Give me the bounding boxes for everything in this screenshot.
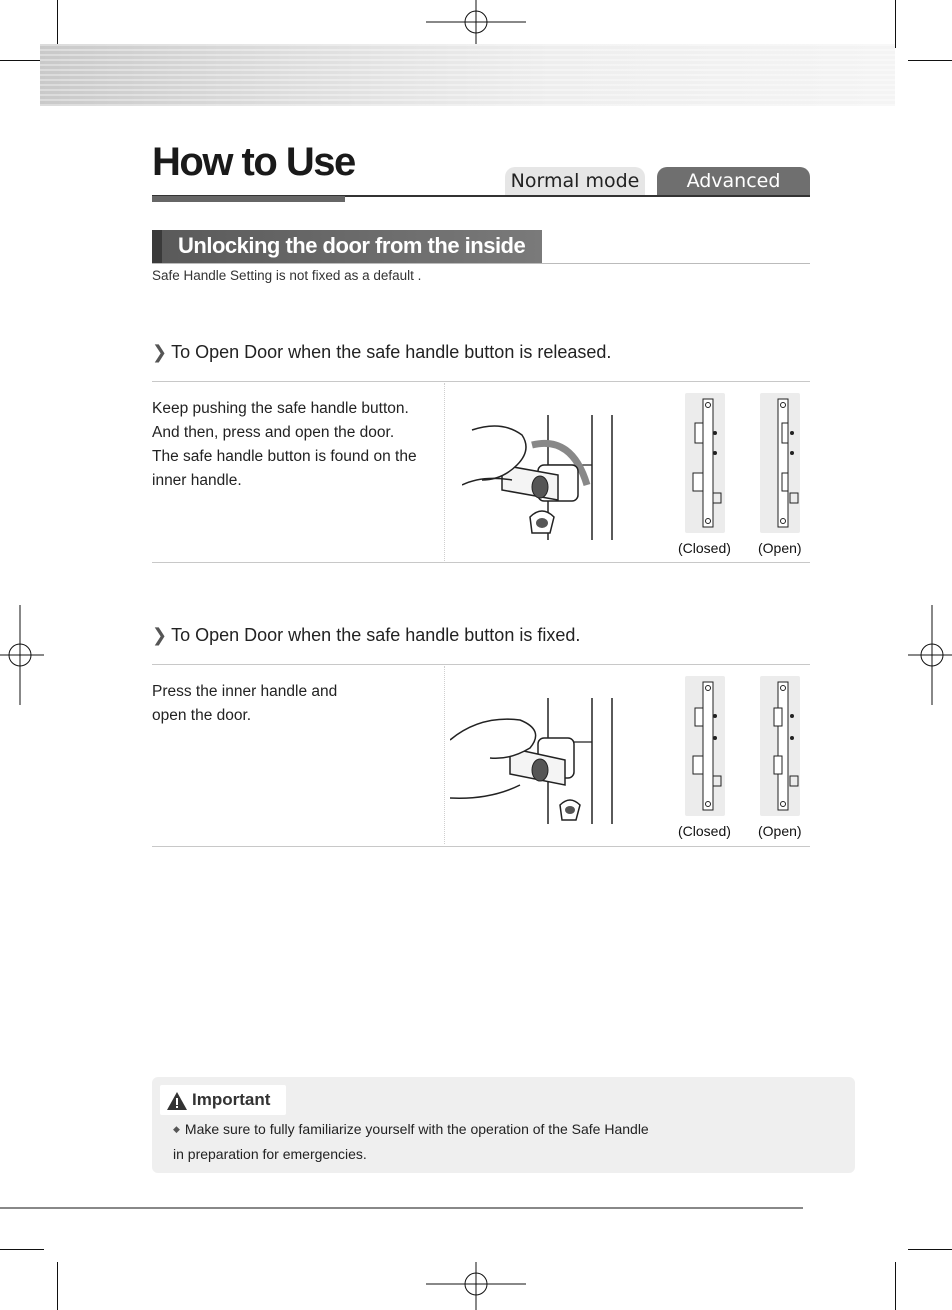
tab-normal-mode[interactable]: Normal mode bbox=[505, 167, 645, 195]
fixed-instructions bbox=[152, 680, 432, 728]
registration-mark-bottom bbox=[426, 1262, 526, 1310]
section-header bbox=[152, 230, 542, 263]
crop-mark bbox=[908, 1249, 952, 1250]
instruction-line: Keep pushing the safe handle button. bbox=[152, 400, 409, 417]
section-title: Unlocking the door from the inside bbox=[178, 233, 526, 258]
crop-mark bbox=[57, 0, 58, 48]
fixed-heading-text: To Open Door when the safe handle button is fixed. bbox=[171, 625, 581, 645]
important-line-text: Make sure to fully familiarize yourself with the operation of the Safe Handle bbox=[184, 1121, 649, 1137]
crop-mark bbox=[0, 1249, 44, 1250]
instruction-line: The safe handle button is found on the bbox=[152, 448, 417, 465]
column-divider bbox=[444, 666, 445, 844]
divider bbox=[152, 846, 810, 847]
important-line: in preparation for emergencies. bbox=[173, 1146, 367, 1162]
released-instructions bbox=[152, 397, 432, 493]
released-heading-text: To Open Door when the safe handle button is released. bbox=[171, 342, 612, 362]
important-box bbox=[152, 1077, 855, 1173]
instruction-line: inner handle. bbox=[152, 472, 242, 489]
instruction-line: Press the inner handle and bbox=[152, 683, 338, 700]
caption-open: (Open) bbox=[758, 540, 802, 556]
page-title: How to Use bbox=[152, 140, 355, 184]
registration-mark-right bbox=[908, 605, 952, 705]
registration-mark-left bbox=[0, 605, 44, 705]
bullet-icon: ◆ bbox=[173, 1124, 180, 1134]
released-heading bbox=[152, 342, 611, 363]
caption-open: (Open) bbox=[758, 823, 802, 839]
tab-advanced-mode[interactable]: Advanced mode bbox=[657, 167, 810, 195]
caption-closed: (Closed) bbox=[678, 823, 731, 839]
title-accent bbox=[152, 196, 345, 202]
column-divider bbox=[444, 383, 445, 561]
important-tag bbox=[160, 1085, 286, 1115]
divider bbox=[152, 381, 810, 382]
crop-mark bbox=[895, 0, 896, 48]
instruction-line: And then, press and open the door. bbox=[152, 424, 395, 441]
lock-open-diagram bbox=[760, 393, 800, 533]
crop-mark bbox=[57, 1262, 58, 1310]
instruction-line: open the door. bbox=[152, 707, 252, 724]
divider bbox=[152, 664, 810, 665]
crop-mark bbox=[895, 1262, 896, 1310]
lock-closed-diagram bbox=[685, 676, 725, 816]
handle-press-illustration bbox=[450, 690, 620, 828]
crop-mark bbox=[0, 60, 44, 61]
section-rule bbox=[152, 263, 542, 264]
crop-mark bbox=[908, 60, 952, 61]
header-band bbox=[40, 44, 895, 106]
lock-closed-diagram bbox=[685, 393, 725, 533]
chevron-right-icon: ❯ bbox=[152, 342, 168, 363]
important-label: Important bbox=[192, 1090, 271, 1109]
fixed-heading bbox=[152, 625, 580, 646]
handle-push-illustration bbox=[462, 405, 622, 545]
footer-rule bbox=[0, 1207, 803, 1209]
caption-closed: (Closed) bbox=[678, 540, 731, 556]
chevron-right-icon: ❯ bbox=[152, 625, 168, 646]
important-line bbox=[173, 1121, 649, 1137]
divider bbox=[152, 562, 810, 563]
section-rule bbox=[542, 263, 810, 264]
lock-open-diagram bbox=[760, 676, 800, 816]
registration-mark-top bbox=[426, 0, 526, 48]
warning-icon bbox=[166, 1091, 188, 1111]
default-setting-note: Safe Handle Setting is not fixed as a default . bbox=[152, 268, 422, 283]
